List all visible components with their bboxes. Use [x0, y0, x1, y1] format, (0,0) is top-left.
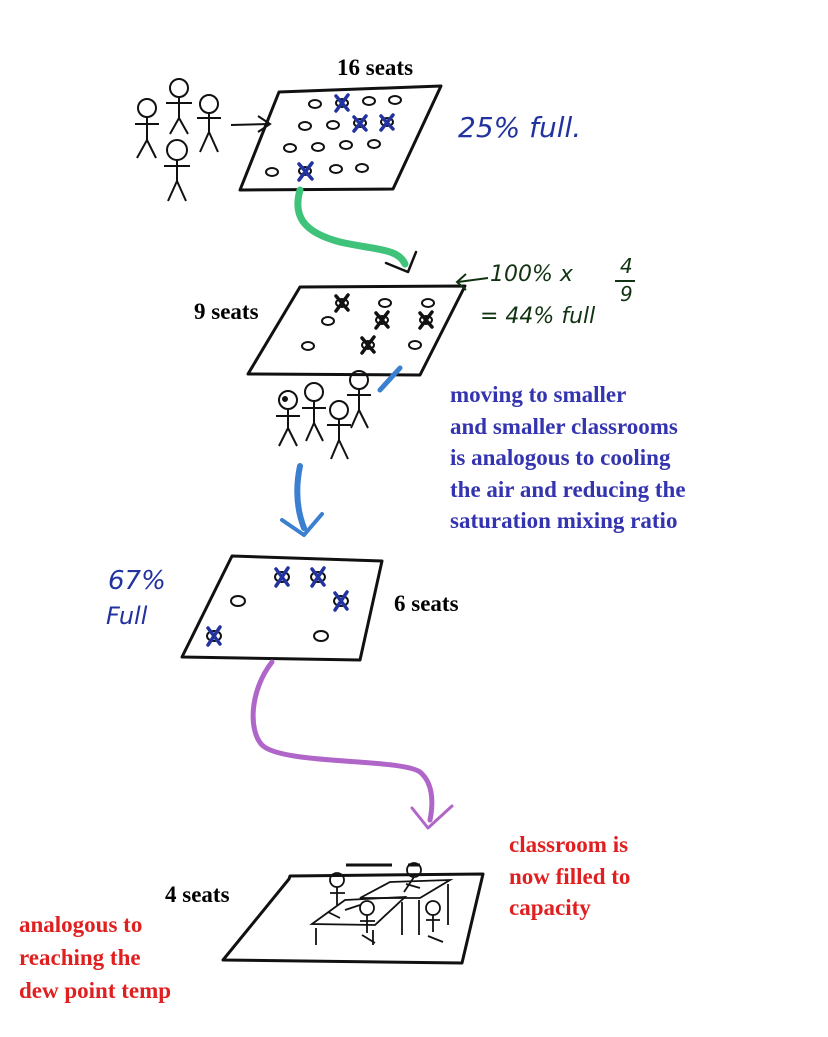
seat [409, 341, 421, 349]
seat [309, 100, 321, 108]
calc-fraction-denominator: 9 [620, 282, 633, 306]
blue-arrow [297, 466, 304, 528]
desk [312, 897, 405, 925]
seated-student [330, 873, 345, 905]
stick-figure [302, 383, 326, 441]
cooling-analogy-note: moving to smaller and smaller classrooms is analogous to cooling the air and reducing the saturation mixing ratio [450, 382, 686, 533]
seat [302, 342, 314, 350]
seat [422, 299, 434, 307]
stick-figure [164, 140, 190, 201]
seat [312, 143, 324, 151]
seat [389, 96, 401, 104]
seat [379, 299, 391, 307]
green-arrow [298, 190, 405, 264]
room-16-seats-label: 16 seats [337, 55, 414, 80]
seat [231, 596, 245, 606]
calc-pointer-arrow [452, 264, 492, 294]
stick-figure [197, 95, 221, 152]
stick-figure [135, 99, 159, 158]
seat [368, 140, 380, 148]
seat [322, 317, 334, 325]
room-16-fullness-label: 25% full. [458, 111, 582, 144]
purple-arrow [253, 662, 432, 820]
capacity-note: classroom is now filled to capacity [509, 832, 631, 920]
room-9-seats-label: 9 seats [194, 299, 259, 324]
seat [314, 631, 328, 641]
seat [363, 97, 375, 105]
calc-line-1: 100% x [490, 262, 573, 287]
seat [299, 122, 311, 130]
students-group-2 [276, 371, 371, 459]
students-group-1 [135, 79, 221, 201]
seated-student [426, 901, 443, 942]
room-6-fullness-line-1: 67% [108, 566, 166, 596]
room-floor [223, 874, 483, 963]
seat [327, 121, 339, 129]
seat [340, 141, 352, 149]
room-4-seats-label: 4 seats [165, 882, 230, 907]
stick-figure [276, 391, 300, 446]
blue-small-arrow [380, 368, 400, 390]
calc-line-2: = 44% full [480, 304, 596, 329]
stick-figure [347, 371, 371, 428]
room-6-fullness-line-2: Full [106, 602, 148, 630]
seat [330, 165, 342, 173]
room-9-calculation [452, 256, 662, 336]
dewpoint-analogy-note: analogous to reaching the dew point temp [19, 912, 172, 1003]
room-6-seats-label: 6 seats [394, 591, 459, 616]
seat [284, 144, 296, 152]
calc-fraction-numerator: 4 [620, 254, 633, 278]
seat [266, 168, 278, 176]
room-9-occupied-marks [336, 295, 432, 353]
stick-figure [166, 79, 192, 134]
room-16-seat-grid [266, 96, 401, 176]
seated-student [404, 863, 421, 892]
seat [356, 164, 368, 172]
stick-figure [327, 401, 351, 459]
